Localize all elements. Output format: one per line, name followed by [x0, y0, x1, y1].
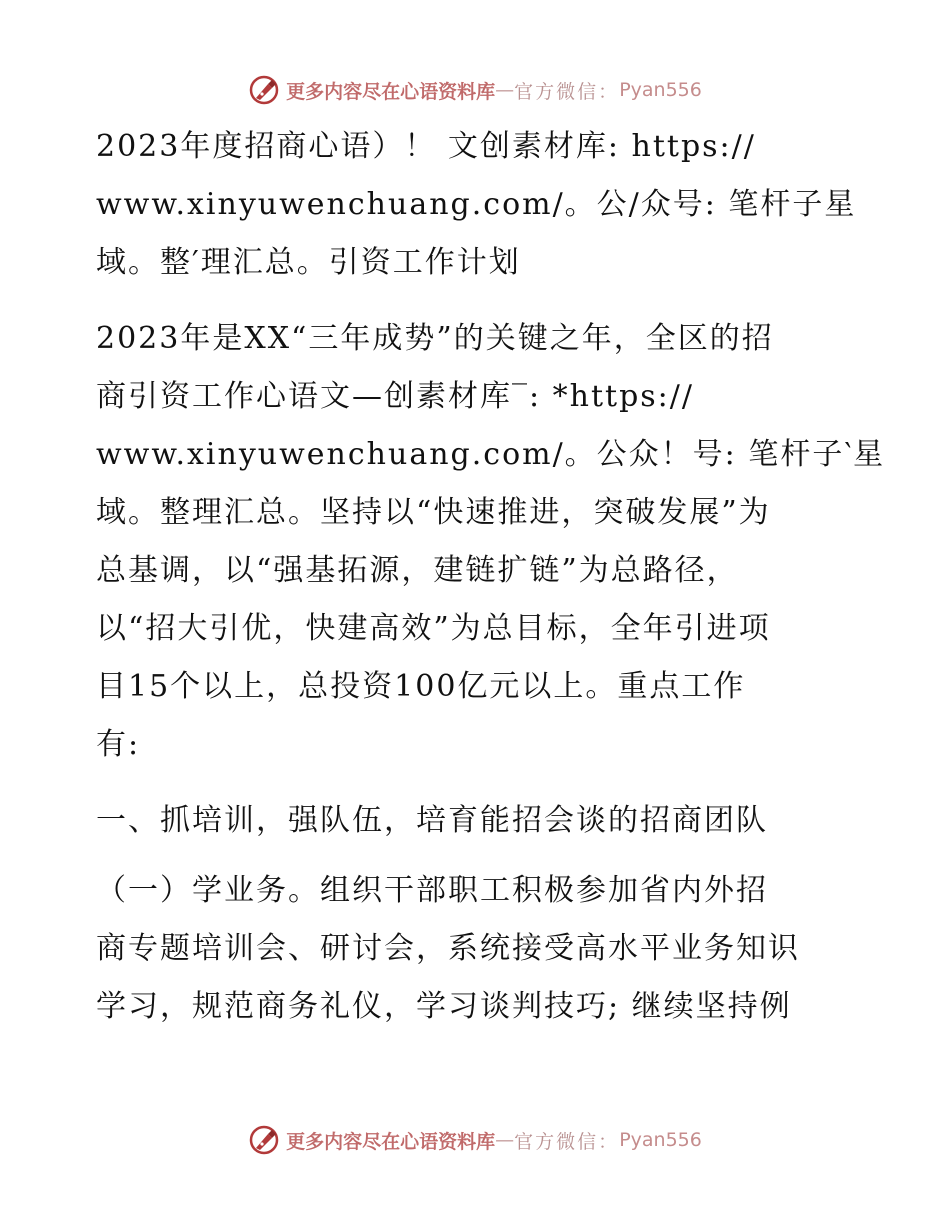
text-line: 学习，规范商务礼仪，学习谈判技巧; 继续坚持例: [96, 989, 792, 1024]
text-line: 域。整′理汇总。引资工作计划: [96, 245, 521, 280]
text-line: 商引资工作心语文—创素材库‾: *https://: [96, 379, 694, 414]
text-line: 域。整理汇总。坚持以“快速推进，突破发展”为: [96, 495, 771, 530]
paragraph-overview: [96, 310, 886, 774]
banner-brand-text: 更多内容尽在心语资料库: [286, 1130, 496, 1153]
text-line: www.xinyuwenchuang.com/。公/众号: 笔杆子星: [96, 187, 857, 222]
banner-wechat-id: Pyan556: [619, 79, 702, 101]
paragraph-intro: [96, 118, 856, 292]
text-line: 商专题培训会、研讨会，系统接受高水平业务知识: [96, 931, 800, 966]
text-line: 有:: [96, 727, 141, 762]
banner-dash: —: [495, 79, 515, 101]
text-line: （一）学业务。组织干部职工积极参加省内外招: [96, 873, 768, 908]
pen-nib-logo-icon: [248, 74, 280, 106]
paragraph-subsection-1: [96, 862, 856, 1036]
banner-dash: —: [495, 1129, 515, 1151]
banner-brand-text: 更多内容尽在心语资料库: [286, 80, 496, 103]
pen-nib-logo-icon: [248, 1124, 280, 1156]
text-line: 2023年是XX“三年成势”的关键之年，全区的招: [96, 321, 774, 356]
banner-wechat-id: Pyan556: [619, 1129, 702, 1151]
header-banner: [0, 70, 950, 110]
text-line: 目15个以上，总投资100亿元以上。重点工作: [96, 669, 746, 704]
banner-official-label: 官方微信：: [514, 80, 620, 103]
section-heading-text: 一、抓培训，强队伍，培育能招会谈的招商团队: [96, 803, 768, 838]
text-line: 以“招大引优，快建高效”为总目标，全年引进项: [96, 611, 771, 646]
text-line: 2023年度招商心语）！ 文创素材库: https://: [96, 129, 756, 164]
section-heading-1: [96, 792, 856, 850]
text-line: 总基调，以“强基拓源，建链扩链”为总路径，: [96, 553, 739, 588]
banner-official-label: 官方微信：: [514, 1130, 620, 1153]
footer-banner: [0, 1120, 950, 1160]
text-line: www.xinyuwenchuang.com/。公众！号: 笔杆子‵星: [96, 437, 886, 472]
